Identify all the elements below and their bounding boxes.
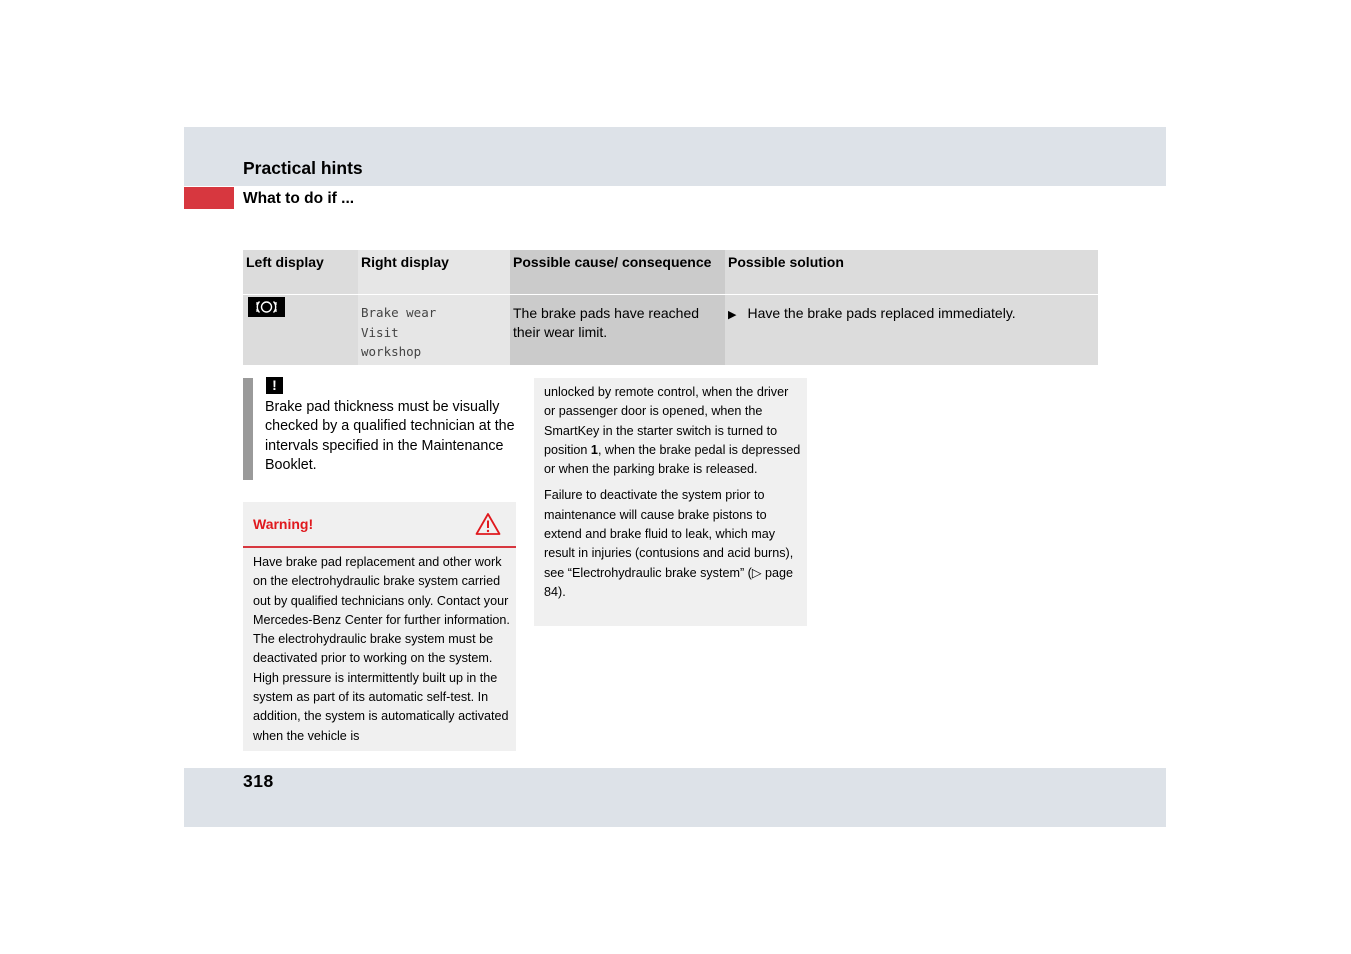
exclamation-icon: ! — [266, 377, 283, 394]
solution-text: Have the brake pads replaced immediately. — [747, 305, 1016, 321]
right-display-message: Brake wear Visit workshop — [361, 305, 437, 359]
fault-table — [243, 250, 1098, 365]
column-header-right-display: Right display — [358, 250, 510, 295]
column-header-left-display: Left display — [243, 250, 358, 295]
bullet-arrow-icon: ▶ — [728, 309, 737, 321]
section-marker-tab — [184, 187, 234, 209]
subsection-title: What to do if ... — [243, 190, 355, 207]
solution-cell — [725, 295, 1098, 365]
column-header-solution: Possible solution — [725, 250, 1098, 295]
warning-continued-paragraph-2: Failure to deactivate the system prior to maintenance will cause brake pistons to extend and brake fluid to leak, which may result in injuries (contusions and acid burns), see “Electrohydraulic brake system” (▷ page 84). — [544, 488, 794, 599]
note-text: Brake pad thickness must be visually checked by a qualified technician at the intervals specified in the Maintenance Booklet. — [265, 399, 515, 473]
warning-label: Warning! — [253, 516, 314, 532]
brake-wear-warning-lamp-icon — [248, 297, 285, 317]
warning-text: Have brake pad replacement and other work on the electrohydraulic brake system carried out by qualified technicians only. Contact your Mercedes-Benz Center for further information. The electrohydraulic brake system must be deactivated prior to working on the system. High pressure is intermittently built up in the system as part of its automatic self-test. In addition, the system is automatically activated when the vehicle is — [253, 555, 510, 743]
table-header-row — [243, 250, 1098, 295]
warning-triangle-icon — [475, 512, 501, 541]
table-row — [243, 295, 1098, 365]
footer-band — [184, 768, 1166, 827]
note-sidebar — [243, 378, 253, 480]
para-text-end: , when the brake pedal is depressed or when the parking brake is released. — [544, 442, 801, 477]
right-display-cell — [358, 295, 510, 365]
left-display-cell — [243, 295, 358, 365]
column-header-cause: Possible cause/ consequence — [510, 250, 725, 295]
position-number: 1 — [590, 442, 598, 457]
para-text-start: unlocked by remote control, when the driver or passenger door is opened, when the SmartKey in the starter switch is turned to position — [544, 385, 789, 457]
page-number: 318 — [243, 771, 274, 791]
warning-continued-text — [544, 383, 802, 609]
warning-continued-paragraph — [544, 383, 802, 479]
section-title: Practical hints — [243, 158, 363, 178]
cause-cell: The brake pads have reached their wear limit. — [510, 295, 725, 365]
